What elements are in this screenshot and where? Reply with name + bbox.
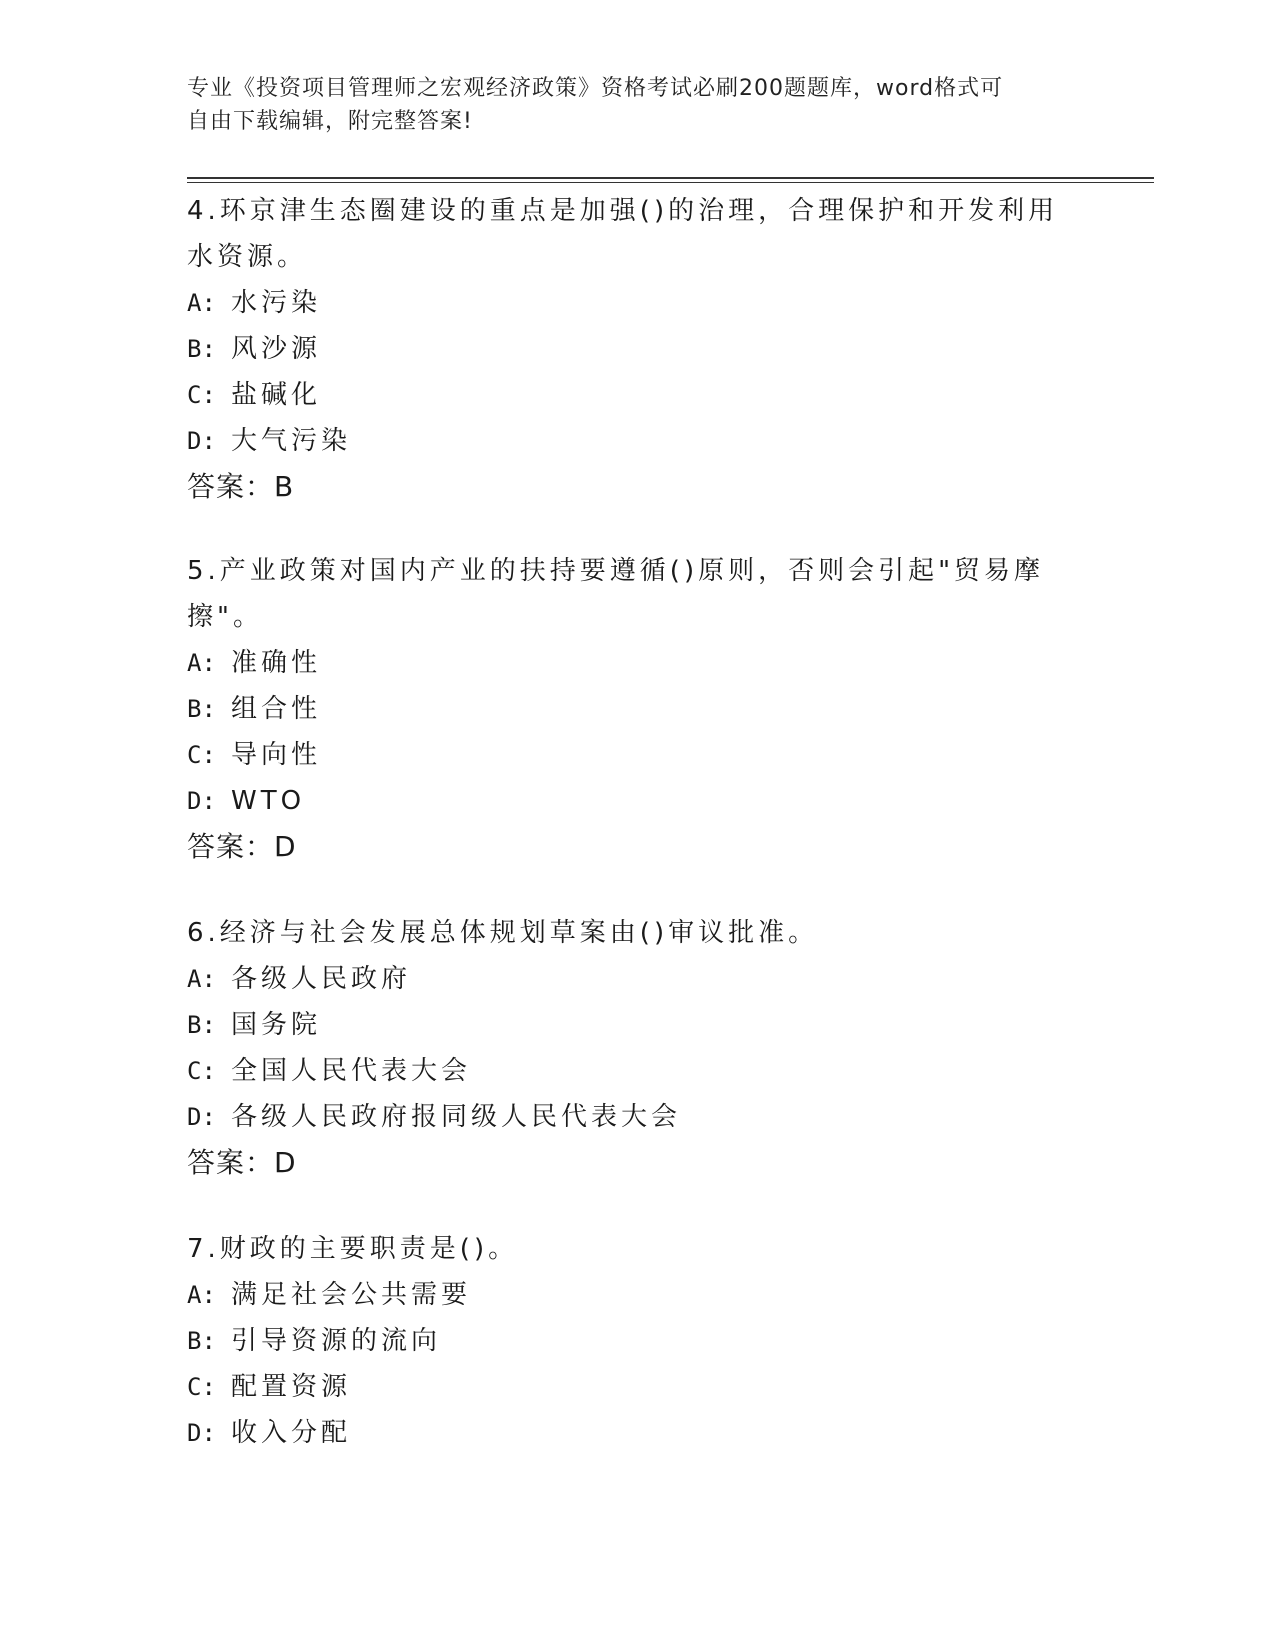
option-c bbox=[187, 1048, 1087, 1094]
option-b bbox=[187, 1318, 1087, 1364]
option-letter: C: bbox=[187, 1057, 216, 1085]
header-divider-thin bbox=[187, 182, 1154, 183]
option-letter: B: bbox=[187, 1011, 216, 1039]
question-text: 7.财政的主要职责是()。 bbox=[187, 1234, 519, 1264]
option-text: 盐碱化 bbox=[231, 380, 322, 410]
option-a bbox=[187, 640, 1087, 686]
option-letter: A: bbox=[187, 965, 216, 993]
option-text: 满足社会公共需要 bbox=[231, 1280, 472, 1310]
option-letter: A: bbox=[187, 289, 216, 317]
option-letter: C: bbox=[187, 741, 216, 769]
option-letter: D: bbox=[187, 427, 216, 455]
option-letter: D: bbox=[187, 1419, 216, 1447]
option-a bbox=[187, 280, 1087, 326]
option-c bbox=[187, 372, 1087, 418]
option-a bbox=[187, 956, 1087, 1002]
option-text: 大气污染 bbox=[231, 426, 352, 456]
question-5 bbox=[187, 548, 1087, 870]
option-letter: C: bbox=[187, 381, 216, 409]
header-line-1: 专业《投资项目管理师之宏观经济政策》资格考试必刷200题题库，word格式可 bbox=[187, 76, 1004, 101]
option-text: 各级人民政府 bbox=[231, 964, 412, 994]
option-text: 各级人民政府报同级人民代表大会 bbox=[231, 1102, 682, 1132]
option-text: 收入分配 bbox=[231, 1418, 352, 1448]
option-c bbox=[187, 1364, 1087, 1410]
document-header bbox=[187, 72, 1087, 138]
answer: 答案：D bbox=[187, 830, 297, 863]
option-d bbox=[187, 778, 1087, 824]
option-text: 水污染 bbox=[231, 288, 322, 318]
option-d bbox=[187, 1094, 1087, 1140]
answer: 答案：B bbox=[187, 470, 295, 503]
option-letter: A: bbox=[187, 649, 216, 677]
question-text: 6.经济与社会发展总体规划草案由()审议批准。 bbox=[187, 918, 819, 948]
option-text: 引导资源的流向 bbox=[231, 1326, 442, 1356]
header-divider-thick bbox=[187, 177, 1154, 179]
option-letter: C: bbox=[187, 1373, 216, 1401]
option-b bbox=[187, 1002, 1087, 1048]
option-b bbox=[187, 686, 1087, 732]
option-letter: D: bbox=[187, 1103, 216, 1131]
option-letter: D: bbox=[187, 787, 216, 815]
option-b bbox=[187, 326, 1087, 372]
option-text: 全国人民代表大会 bbox=[231, 1056, 472, 1086]
option-text: 导向性 bbox=[231, 740, 322, 770]
option-text: WTO bbox=[231, 786, 306, 816]
option-text: 准确性 bbox=[231, 648, 322, 678]
option-text: 风沙源 bbox=[231, 334, 322, 364]
option-d bbox=[187, 1410, 1087, 1456]
option-text: 配置资源 bbox=[231, 1372, 352, 1402]
question-4 bbox=[187, 188, 1087, 510]
option-d bbox=[187, 418, 1087, 464]
question-text: 4.环京津生态圈建设的重点是加强()的治理，合理保护和开发利用水资源。 bbox=[187, 196, 1059, 272]
question-7 bbox=[187, 1226, 1087, 1456]
option-letter: B: bbox=[187, 335, 216, 363]
question-text: 5.产业政策对国内产业的扶持要遵循()原则，否则会引起"贸易摩擦"。 bbox=[187, 556, 1045, 632]
option-letter: A: bbox=[187, 1281, 216, 1309]
option-c bbox=[187, 732, 1087, 778]
option-a bbox=[187, 1272, 1087, 1318]
option-letter: B: bbox=[187, 1327, 216, 1355]
option-text: 组合性 bbox=[231, 694, 322, 724]
option-text: 国务院 bbox=[231, 1010, 322, 1040]
header-line-2: 自由下载编辑，附完整答案! bbox=[187, 109, 473, 134]
option-letter: B: bbox=[187, 695, 216, 723]
answer: 答案：D bbox=[187, 1146, 297, 1179]
question-6 bbox=[187, 910, 1087, 1186]
